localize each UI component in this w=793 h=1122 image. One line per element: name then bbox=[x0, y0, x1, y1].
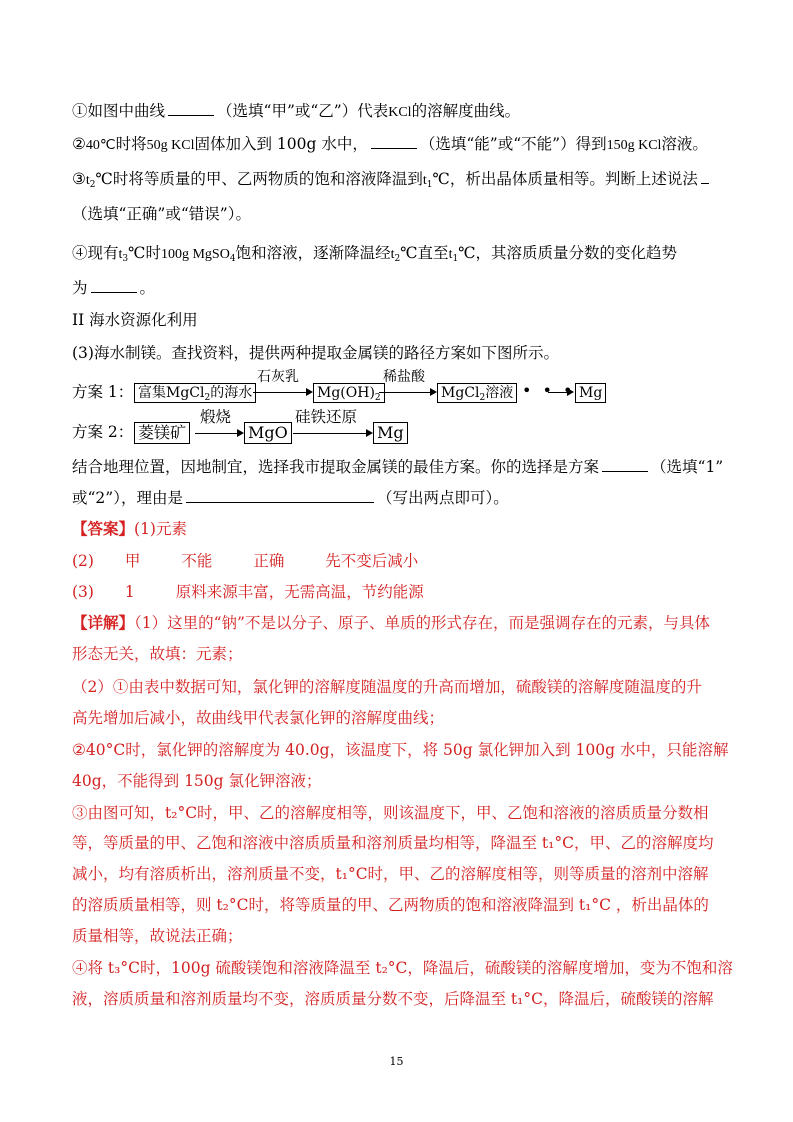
detail-line-5: ②40°C时，氯化钾的溶解度为 40.0g，该温度下，将 50g 氯化钾加入到 100g 水中，只能溶解 bbox=[72, 741, 729, 759]
scheme-2-box-magnesium: Mg bbox=[373, 422, 408, 444]
scheme-1-box-seawater: 富集MgCl$_2$的海水 bbox=[134, 383, 256, 403]
detail-line-6: 40g，不能得到 150g 氯化钾溶液； bbox=[72, 772, 322, 790]
scheme-2-arrow-2 bbox=[293, 433, 371, 434]
scheme-1-dots: • • • bbox=[522, 381, 576, 400]
question-4: ④现有$t_3℃$时100g MgSO$_4$饱和溶液，逐渐降温经$t_2℃$直至$t_1℃$，其溶质质量分数的变化趋势 bbox=[72, 244, 678, 264]
detail-line-3: （2）①由表中数据可知，氯化钾的溶解度随温度的升高而增加，硫酸镁的溶解度随温度的升 bbox=[72, 678, 702, 696]
detail-line-13: 液，溶质质量和溶剂质量均不变，溶质质量分数不变，后降温至 t₁°C，降温后，硫酸镁的溶解 bbox=[72, 990, 714, 1008]
detail-line-7: ③由图可知，t₂°C时，甲、乙的溶解度相等，则该温度下，甲、乙饱和溶液的溶质质量分数相 bbox=[72, 804, 709, 822]
scheme-1-arrow-1 bbox=[253, 392, 311, 393]
detail-line-8: 等，等质量的甲、乙饱和溶液中溶质质量和溶剂质量均相等，降温至 t₁°C，甲、乙的溶解度均 bbox=[72, 834, 714, 852]
page-number: 15 bbox=[389, 1055, 404, 1068]
scheme-1-box-chloride-solution: MgCl$_2$溶液 bbox=[437, 383, 517, 403]
question-5-intro: (3)海水制镁。查找资料，提供两种提取金属镁的路径方案如下图所示。 bbox=[72, 344, 559, 362]
scheme-1-arrow-2 bbox=[379, 392, 435, 393]
question-4-line-2: 为 。 bbox=[72, 279, 156, 297]
scheme-2-box-magnesite: 菱镁矿 bbox=[134, 422, 190, 444]
scheme-2-process-2: 硅铁还原 bbox=[295, 408, 358, 426]
detail-line-9: 减小，均有溶质析出，溶剂质量不变，t₁°C时，甲、乙的溶解度相等，则等质量的溶剂中溶解 bbox=[72, 865, 709, 883]
scheme-2-process-1: 煅烧 bbox=[200, 408, 232, 426]
scheme-1-box-magnesium: Mg bbox=[575, 383, 606, 403]
question-2: ②40℃时将50g KCl固体加入到 100g 水中， （选填“能”或“不能”）得到150g KCl溶液。 bbox=[72, 135, 708, 153]
answer-blank[interactable] bbox=[371, 134, 417, 149]
answer-3: (3) 1 原料来源丰富，无需高温，节约能源 bbox=[72, 583, 424, 601]
detail-line-4: 高先增加后减小，故曲线甲代表氯化钾的溶解度曲线； bbox=[72, 709, 445, 727]
answer-2: (2) 甲 不能 正确 先不变后减小 bbox=[72, 552, 419, 570]
question-3: $③t_2℃$时将等质量的甲、乙两物质的饱和溶液降温到$t_1℃$，析出晶体质量相等。判断上述说法 bbox=[72, 169, 709, 195]
answer-blank[interactable] bbox=[168, 101, 214, 116]
scheme-2-box-oxide: MgO bbox=[244, 422, 292, 444]
detail-line-12: ④将 t₃°C时，100g 硫酸镁饱和溶液降温至 t₂°C，降温后，硫酸镁的溶解度增加，变为不饱和溶 bbox=[72, 959, 733, 977]
scheme-1-reagent-2: 稀盐酸 bbox=[383, 369, 425, 385]
question-3-line-2: （选填“正确”或“错误”）。 bbox=[72, 205, 251, 223]
scheme-1-label: 方案 1： bbox=[72, 383, 134, 401]
detail-line-1: 【详解】（1）这里的“钠”不是以分子、原子、单质的形式存在，而是强调存在的元素，与具体 bbox=[72, 613, 710, 632]
section-heading: II 海水资源化利用 bbox=[72, 311, 198, 329]
question-5: 结合地理位置，因地制宜，选择我市提取金属镁的最佳方案。你的选择是方案 （选填“1” bbox=[72, 458, 724, 476]
scheme-1-reagent-1: 石灰乳 bbox=[257, 369, 299, 385]
question-5-line-2: 或“2”），理由是 （写出两点即可）。 bbox=[72, 489, 509, 507]
detail-line-11: 质量相等，故说法正确； bbox=[72, 927, 243, 945]
scheme-1-arrow-3 bbox=[548, 392, 572, 393]
answer-blank[interactable] bbox=[91, 278, 137, 293]
scheme-2-arrow-1 bbox=[195, 433, 242, 434]
detail-line-2: 形态无关，故填：元素； bbox=[72, 645, 243, 663]
answer-1: 【答案】(1)元素 bbox=[72, 519, 187, 538]
scheme-1-box-hydroxide: $Mg(OH)_2$ bbox=[313, 383, 385, 403]
scheme-2-label: 方案 2： bbox=[72, 423, 134, 441]
question-1: ①如图中曲线 （选填“甲”或“乙”）代表KCl的溶解度曲线。 bbox=[72, 102, 521, 120]
answer-blank[interactable] bbox=[602, 457, 648, 472]
detail-line-10: 的溶质质量相等，则 t₂°C时，将等质量的甲、乙两物质的饱和溶液降温到 t₁°C ，析出晶体的 bbox=[72, 896, 709, 914]
answer-blank[interactable] bbox=[186, 488, 374, 503]
answer-blank[interactable] bbox=[701, 169, 709, 184]
